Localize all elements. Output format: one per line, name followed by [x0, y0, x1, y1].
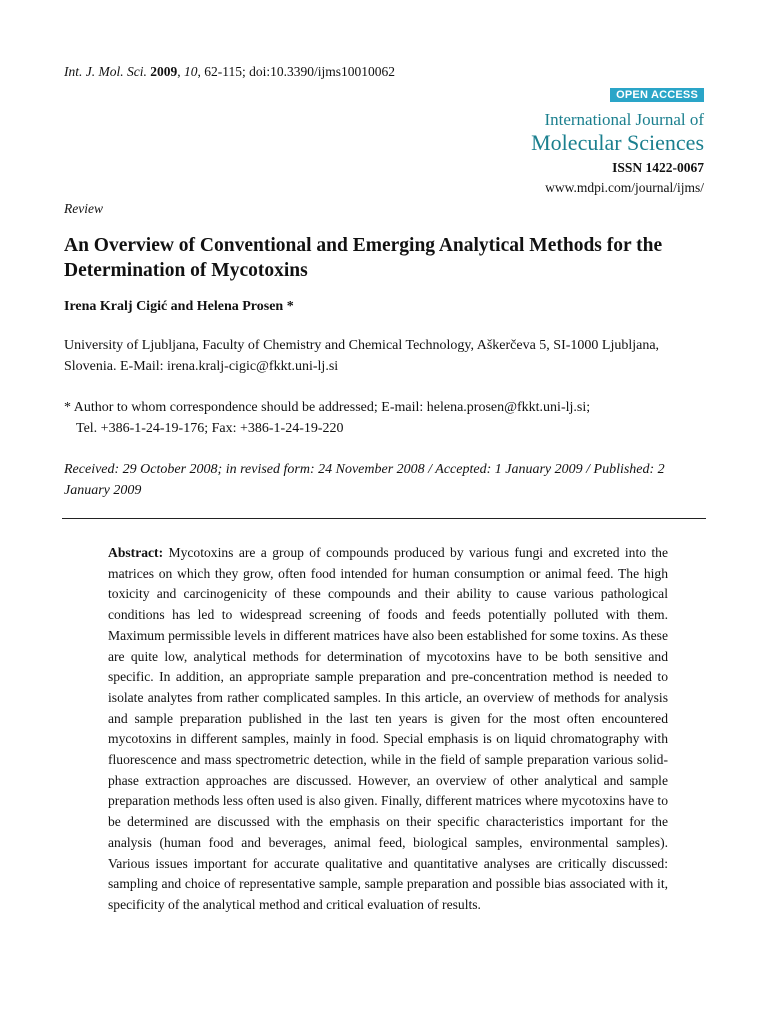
authors: Irena Kralj Cigić and Helena Prosen * [64, 299, 294, 314]
open-access-badge: OPEN ACCESS [610, 88, 704, 102]
article-type: Review [64, 201, 103, 216]
journal-name-line2: Molecular Sciences [531, 130, 704, 155]
abstract [108, 543, 668, 916]
citation-line: Int. J. Mol. Sci. 2009, 10, 62-115; doi:10.3390/ijms10010062 [64, 64, 395, 79]
abstract-label: Abstract: [108, 545, 164, 560]
correspondence-line2: Tel. +386-1-24-19-176; Fax: +386-1-24-19-220 [76, 421, 344, 436]
abstract-text: Mycotoxins are a group of compounds produced by various fungi and excreted into the matrices on which they grow, often food intended for human consumption or animal feed. The high toxicity and carcinogenicity of these compounds and their ability to cause various pathological conditions has led to widespread screening of foods and feeds potentially polluted with them. Maximum permissible levels in different matrices have also been established for some toxins. As these are quite low, analytical methods for determination of mycotoxins have to be both sensitive and specific. In addition, an appropriate sample preparation and pre-concentration method is needed to isolate analytes from rather complicated samples. In this article, an overview of methods for analysis and sample preparation published in the last ten years is given for the most often encountered mycotoxins in different samples, mainly in food. Special emphasis is on liquid chromatography with fluorescence and mass spectrometric detection, while in the field of sample preparation various solid-phase extraction approaches are discussed. However, an overview of other analytical and sample preparation methods less often used is also given. Finally, different matrices where mycotoxins have to be determined are discussed with the emphasis on their specific characteristics important for the analysis (human food and beverages, animal feed, biological samples, environmental samples). Various issues important for accurate qualitative and quantitative analyses are critically discussed: sampling and choice of representative sample, sample preparation and possible bias associated with it, specificity of the analytical method and critical evaluation of results. [108, 545, 668, 912]
article-title: An Overview of Conventional and Emerging Analytical Methods for the Determination of Mycotoxins [64, 235, 663, 281]
correspondence-line1: * Author to whom correspondence should be addressed; E-mail: helena.prosen@fkkt.uni-lj.si; [64, 400, 591, 415]
journal-abbrev: Int. J. Mol. Sci. [64, 64, 147, 79]
citation-year: 2009 [150, 64, 178, 79]
citation-volume: 10 [183, 64, 198, 79]
horizontal-divider [62, 518, 706, 519]
affiliation: University of Ljubljana, Faculty of Chemistry and Chemical Technology, Aškerčeva 5, SI-1000 Ljubljana, Slovenia. E-Mail: irena.kralj-cigic@fkkt.uni-lj.si [64, 338, 660, 374]
issn: ISSN 1422-0067 [612, 160, 704, 175]
journal-name-line1: International Journal of [544, 110, 704, 129]
publication-dates: Received: 29 October 2008; in revised form: 24 November 2008 / Accepted: 1 January 2009 / Published: 2 January 2009 [64, 462, 665, 498]
journal-website: www.mdpi.com/journal/ijms/ [545, 180, 704, 195]
citation-pages-doi: , 62-115; doi:10.3390/ijms10010062 [197, 64, 395, 79]
correspondence [64, 397, 704, 439]
